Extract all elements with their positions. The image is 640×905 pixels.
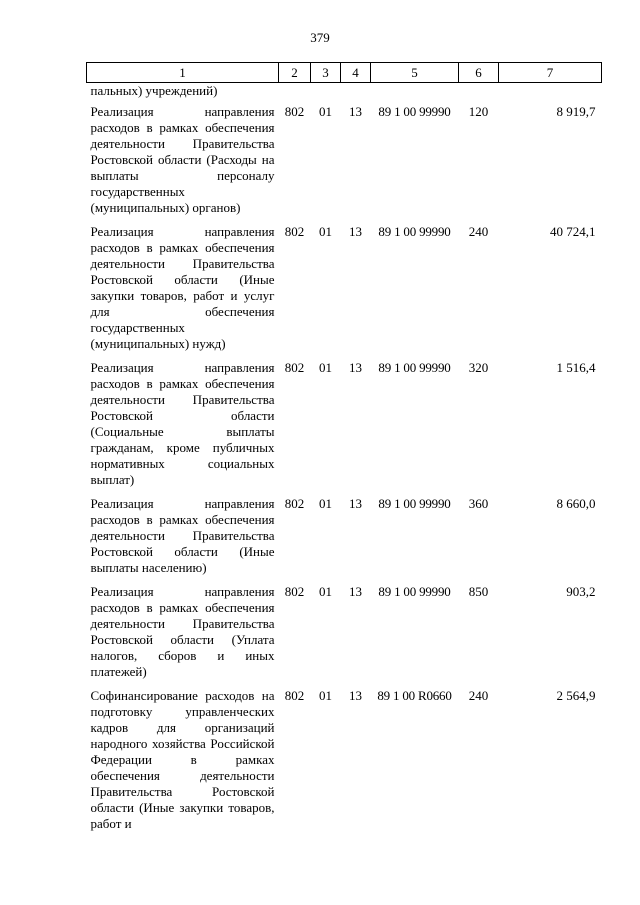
table-row: [87, 688, 602, 840]
row-subsection: 13: [349, 224, 362, 239]
table-header: [87, 63, 602, 83]
table-row: [87, 584, 602, 688]
row-section: 01: [319, 688, 332, 703]
row-subsection: 13: [349, 104, 362, 119]
header-col-3: 3: [311, 63, 341, 83]
row-section: 01: [319, 224, 332, 239]
row-target-article: 89 1 00 99990: [378, 224, 451, 239]
row-expense-type: 120: [468, 104, 489, 119]
row-ministry: 802: [284, 584, 305, 599]
row-ministry: 802: [284, 104, 305, 119]
header-col-7: 7: [499, 63, 602, 83]
row-amount: 8 660,0: [556, 496, 596, 511]
header-col-6: 6: [459, 63, 499, 83]
header-col-1: 1: [87, 63, 279, 83]
row-target-article: 89 1 00 99990: [378, 496, 451, 511]
table-row: [87, 224, 602, 360]
header-row: [87, 63, 602, 83]
row-subsection: 13: [349, 496, 362, 511]
header-col-4: 4: [341, 63, 371, 83]
row-target-article: 89 1 00 99990: [378, 360, 451, 375]
row-description: Реализация направления расходов в рамках обеспечения деятельности Правительства Ростовской области (Уплата налогов, сборов и иных платежей): [90, 584, 275, 679]
row-amount: 903,2: [566, 584, 596, 599]
budget-table: [86, 62, 602, 840]
row-amount: 2 564,9: [556, 688, 596, 703]
row-section: 01: [319, 360, 332, 375]
row-section: 01: [319, 496, 332, 511]
row-description: Реализация направления расходов в рамках обеспечения деятельности Правительства Ростовской области (Расходы на выплаты персоналу государственных (муниципальных) органов): [90, 104, 275, 215]
row-subsection: 13: [349, 688, 362, 703]
row-target-article: 89 1 00 R0660: [377, 688, 452, 703]
row-ministry: 802: [284, 496, 305, 511]
row-expense-type: 850: [468, 584, 489, 599]
page-number: 379: [310, 30, 330, 45]
row-target-article: 89 1 00 99990: [378, 104, 451, 119]
header-col-5: 5: [371, 63, 459, 83]
continuation-row: [87, 83, 602, 105]
continuation-text: пальных) учреждений): [90, 83, 218, 98]
row-section: 01: [319, 104, 332, 119]
table-row: [87, 104, 602, 224]
row-ministry: 802: [284, 688, 305, 703]
row-amount: 8 919,7: [556, 104, 596, 119]
row-ministry: 802: [284, 224, 305, 239]
row-amount: 1 516,4: [556, 360, 596, 375]
row-subsection: 13: [349, 584, 362, 599]
table-row: [87, 360, 602, 496]
row-expense-type: 240: [468, 224, 489, 239]
row-description: Реализация направления расходов в рамках обеспечения деятельности Правительства Ростовской области (Социальные выплаты гражданам, кроме публичных нормативных социальных выплат): [90, 360, 275, 487]
row-description: Реализация направления расходов в рамках обеспечения деятельности Правительства Ростовской области (Иные закупки товаров, работ и услуг для обеспечения государственных (муниципальных) нужд): [90, 224, 275, 351]
header-col-2: 2: [279, 63, 311, 83]
row-expense-type: 240: [468, 688, 489, 703]
row-section: 01: [319, 584, 332, 599]
row-expense-type: 320: [468, 360, 489, 375]
row-target-article: 89 1 00 99990: [378, 584, 451, 599]
row-ministry: 802: [284, 360, 305, 375]
row-description: Софинансирование расходов на подготовку управленческих кадров для организаций народного хозяйства Российской Федерации в рамках обеспечения деятельности Правительства Ростовской области (Иные закупки товаров, работ и: [90, 688, 275, 831]
table-row: [87, 496, 602, 584]
row-description: Реализация направления расходов в рамках обеспечения деятельности Правительства Ростовской области (Иные выплаты населению): [90, 496, 275, 575]
row-subsection: 13: [349, 360, 362, 375]
row-amount: 40 724,1: [550, 224, 596, 239]
row-expense-type: 360: [468, 496, 489, 511]
table-body: [87, 83, 602, 841]
